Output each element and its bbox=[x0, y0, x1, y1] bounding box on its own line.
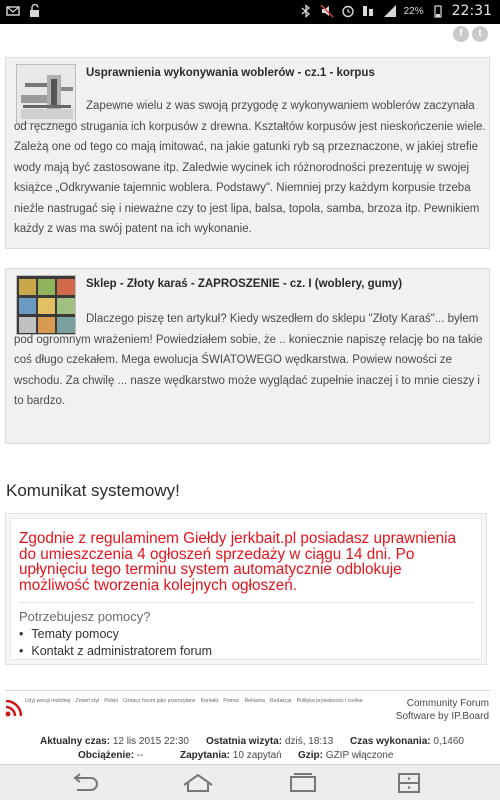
article-excerpt: Dlaczego piszę ten artykuł? Kiedy wszedłem do sklepu "Złoty Karaś"... byłem pod ogromnym wrażeniem! Powiedziałem sobie, że .. koniecznie napiszę relację bo na takie coś długo czekałem. Mega ewolucja ŚWIATOWEGO wędkarstwa. Powiew nowości ze wschodu. Za chwilę ... nasze wędkarstwo może wyglądać zupełnie inaczej i to mnie cieszy i to bardzo. bbox=[14, 313, 483, 407]
system-message-box bbox=[5, 513, 487, 665]
footer-link-privacy[interactable]: Polityka prywatności i cookie bbox=[296, 698, 363, 704]
footer-links bbox=[25, 698, 363, 704]
load-value: -- bbox=[136, 750, 144, 761]
last-visit-label: Ostatnia wizyta: bbox=[206, 736, 283, 747]
lte-signal-icon bbox=[362, 4, 376, 18]
article-card bbox=[5, 57, 490, 249]
current-time-value: 12 lis 2015 22:30 bbox=[112, 736, 189, 747]
footer-link-contact[interactable]: Kontakt bbox=[200, 698, 219, 704]
gzip-value: GZIP włączone bbox=[325, 750, 394, 761]
recent-apps-icon[interactable] bbox=[283, 769, 323, 797]
home-icon[interactable] bbox=[178, 769, 218, 797]
unlock-icon bbox=[28, 4, 42, 18]
navigation-bar bbox=[0, 764, 500, 800]
footer-divider bbox=[5, 690, 490, 691]
share-buttons bbox=[453, 26, 488, 42]
facebook-icon[interactable]: f bbox=[453, 26, 469, 42]
load-label: Obciążenie: bbox=[78, 750, 135, 761]
twitter-icon[interactable]: t bbox=[472, 26, 488, 42]
gzip-label: Gzip: bbox=[298, 750, 323, 761]
help-link-topics[interactable]: • Tematy pomocy bbox=[19, 626, 212, 643]
footer-credits bbox=[396, 697, 489, 723]
alarm-icon bbox=[341, 4, 355, 18]
footer-link-editorial[interactable]: Redakcja bbox=[269, 698, 292, 704]
exec-time-value: 0,1460 bbox=[433, 736, 464, 747]
software-credit-link[interactable]: Software by IP.Board bbox=[395, 711, 489, 722]
queries-label: Zapytania: bbox=[180, 750, 231, 761]
signal-icon bbox=[383, 4, 397, 18]
rss-icon[interactable] bbox=[5, 700, 22, 717]
footer-link-mark-read[interactable]: Oznacz forum jako przeczytane bbox=[123, 698, 196, 704]
bluetooth-icon bbox=[299, 4, 313, 18]
help-heading: Potrzebujesz pomocy? bbox=[19, 609, 151, 624]
footer-link-ads[interactable]: Reklama bbox=[244, 698, 265, 704]
system-message-text: Zgodnie z regulaminem Giełdy jerkbait.pl posiadasz uprawnienia do umieszczenia 4 ogłoszeń sprzedaży w ciągu 14 dni. Po upłynięciu tego terminu system automatycznie odblokuje możliwość tworzenia kolejnych ogłoszeń. bbox=[19, 530, 457, 594]
current-time-label: Aktualny czas: bbox=[40, 736, 111, 747]
menu-icon[interactable] bbox=[389, 769, 429, 797]
footer-link-mobile[interactable]: Użyj wersji mobilnej bbox=[25, 698, 71, 704]
help-links bbox=[19, 626, 212, 659]
footer-link-language[interactable]: Polski bbox=[104, 698, 119, 704]
article-excerpt: Zapewne wielu z was swoją przygodę z wykonywaniem woblerów zaczynała od ręcznego strugania ich korpusów z drewna. Kształtów korpusów jest nieskończenie wiele. Zależą one od tego co mają imitować, na jakie gatunki ryb są przeznaczone, w jakiej strefie wody mają być zastosowane itp. Zaledwie wycinek ich różnorodności prezentuję w swojej książce „Odkrywanie tajemnic woblera. Podstawy". Niemniej przy każdym korpusie trzeba nieźle nastrugać się i nieważne czy to jest lipa, balsa, topola, samba, brzoza itp. Pewnikiem każdy z was ma swój patent na ich wykonanie. bbox=[14, 100, 486, 235]
queries-value: 10 zapytań bbox=[232, 750, 282, 761]
footer-link-style[interactable]: Zmień styl bbox=[75, 698, 100, 704]
battery-level: 22% bbox=[403, 5, 424, 17]
community-forum-link[interactable]: Community Forum bbox=[406, 698, 489, 709]
last-visit-value: dziś, 18:13 bbox=[284, 736, 334, 747]
status-bar bbox=[0, 0, 500, 24]
help-link-contact-admin[interactable]: • Kontakt z administratorem forum bbox=[19, 643, 212, 660]
divider bbox=[19, 602, 475, 603]
back-icon[interactable] bbox=[63, 769, 103, 797]
article-card bbox=[5, 268, 490, 444]
footer-link-help[interactable]: Pomoc bbox=[223, 698, 240, 704]
system-message-heading: Komunikat systemowy! bbox=[6, 481, 180, 500]
article-title[interactable]: Sklep - Złoty karaś - ZAPROSZENIE - cz. I (woblery, gumy) bbox=[86, 278, 403, 290]
clock: 22:31 bbox=[451, 3, 492, 19]
mail-icon bbox=[6, 4, 20, 18]
article-title[interactable]: Usprawnienia wykonywania woblerów - cz.1 - korpus bbox=[86, 67, 375, 79]
mute-icon bbox=[320, 4, 334, 18]
battery-icon bbox=[431, 4, 445, 18]
exec-time-label: Czas wykonania: bbox=[350, 736, 431, 747]
